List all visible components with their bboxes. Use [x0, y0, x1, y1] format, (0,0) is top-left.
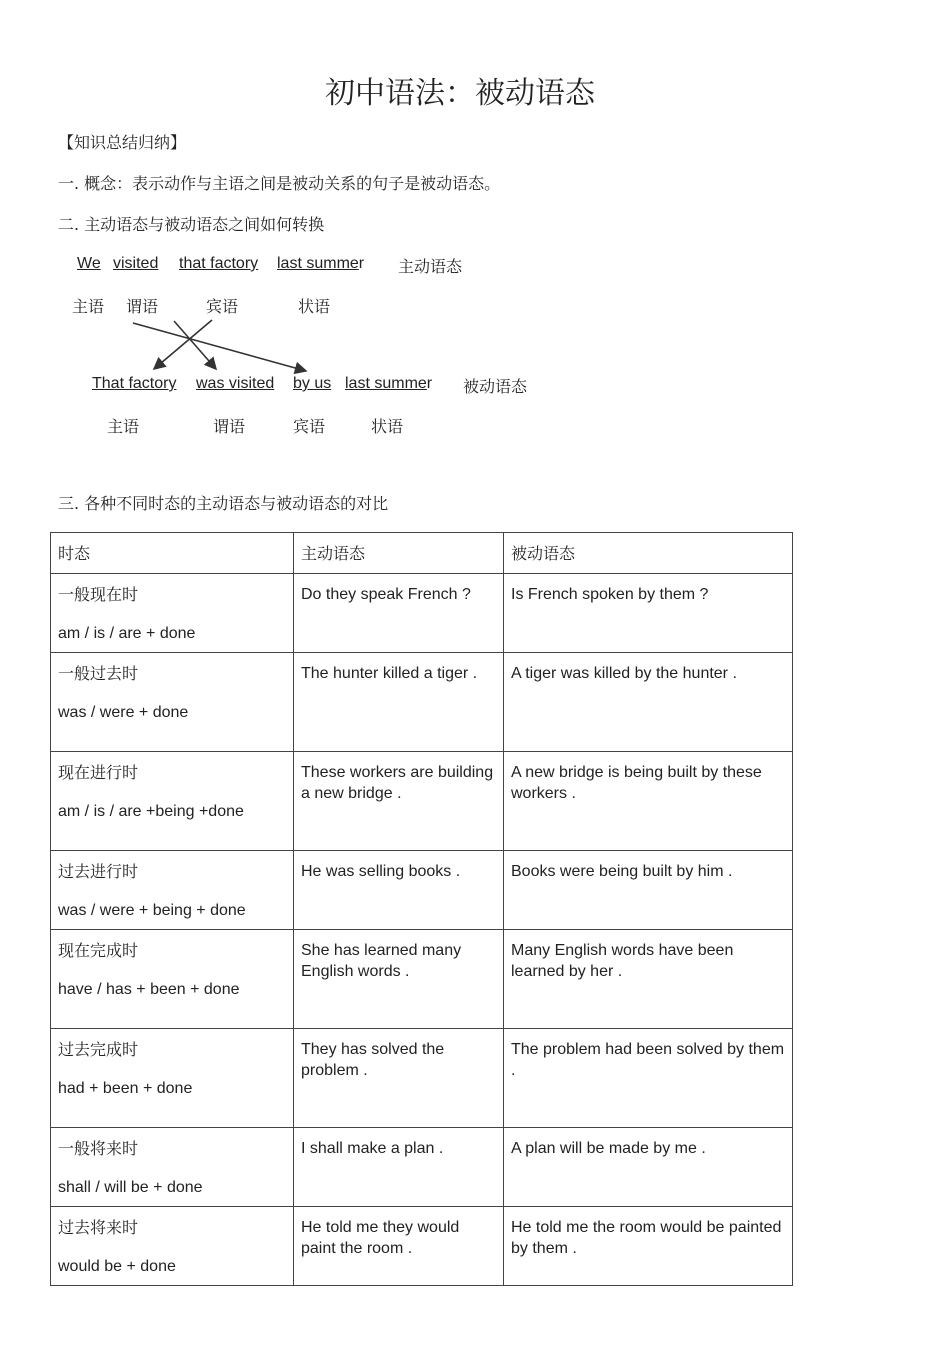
active-example: They has solved the problem . [294, 1029, 504, 1128]
section-2-heading: 二. 主动语态与被动语态之间如何转换 [58, 215, 325, 234]
tense-formula: was / were + done [58, 704, 189, 721]
table-row [51, 1128, 793, 1207]
table-row [51, 574, 793, 653]
active-example: These workers are building a new bridge . [294, 752, 504, 851]
tense-name: 过去将来时 [58, 1218, 139, 1237]
passive-example: He told me the room would be painted by them . [504, 1207, 793, 1286]
tense-formula: am / is / are + done [58, 625, 196, 642]
active-word-verb: visited [113, 255, 159, 272]
page-title: 初中语法：被动语态 [325, 76, 595, 111]
active-example: He was selling books . [294, 851, 504, 930]
tense-formula: would be + done [58, 1258, 176, 1275]
arrow-object-to-subject [154, 320, 212, 369]
active-adverbial-end: r [358, 255, 365, 272]
tense-formula: was / were + being + done [58, 902, 246, 919]
tense-formula: shall / will be + done [58, 1179, 203, 1196]
table-row [51, 653, 793, 752]
active-example: She has learned many English words . [294, 930, 504, 1029]
passive-word-subject: That factory [92, 375, 177, 392]
passive-role-subject: 主语 [107, 417, 140, 436]
active-role-subject: 主语 [72, 297, 105, 316]
active-role-predicate: 谓语 [126, 297, 159, 316]
passive-role-object: 宾语 [293, 417, 326, 436]
active-example: The hunter killed a tiger . [294, 653, 504, 752]
active-role-object: 宾语 [206, 297, 239, 316]
passive-voice-label: 被动语态 [463, 377, 528, 396]
active-adverbial-underlined: last summe [277, 255, 359, 272]
tense-name: 一般过去时 [58, 664, 139, 683]
tense-formula: have / has + been + done [58, 981, 240, 998]
passive-example: The problem had been solved by them . [504, 1029, 793, 1128]
active-example: I shall make a plan . [294, 1128, 504, 1207]
table-header-row [51, 533, 793, 574]
passive-adverbial-underlined: last summe [345, 375, 427, 392]
active-word-subject: We [77, 255, 101, 272]
table-row [51, 851, 793, 930]
tense-name: 一般现在时 [58, 585, 139, 604]
active-role-adverbial: 状语 [298, 297, 331, 316]
active-example: Do they speak French ? [294, 574, 504, 653]
section-1-concept: 一. 概念：表示动作与主语之间是被动关系的句子是被动语态。 [58, 174, 501, 193]
passive-example: Books were being built by him . [504, 851, 793, 930]
passive-example: A new bridge is being built by these workers . [504, 752, 793, 851]
passive-word-verb: was visited [196, 375, 275, 392]
section-3-heading: 三. 各种不同时态的主动语态与被动语态的对比 [58, 494, 389, 513]
tense-name: 过去完成时 [58, 1040, 139, 1059]
tense-comparison-table [50, 532, 793, 1286]
tense-name: 现在进行时 [58, 763, 139, 782]
table-row [51, 752, 793, 851]
tense-formula: am / is / are +being +done [58, 803, 244, 820]
passive-example: Many English words have been learned by her . [504, 930, 793, 1029]
summary-heading: 【知识总结归纳】 [58, 133, 187, 152]
passive-word-agent: by us [293, 375, 332, 392]
table-row [51, 1029, 793, 1128]
active-example: He told me they would paint the room . [294, 1207, 504, 1286]
table-row [51, 930, 793, 1029]
header-passive: 被动语态 [504, 533, 793, 574]
tense-name: 一般将来时 [58, 1139, 139, 1158]
passive-example: A tiger was killed by the hunter . [504, 653, 793, 752]
passive-word-adverbial [345, 375, 432, 393]
table-row [51, 1207, 793, 1286]
passive-adverbial-end: r [426, 375, 433, 392]
header-tense: 时态 [51, 533, 294, 574]
passive-role-adverbial: 状语 [371, 417, 404, 436]
active-word-object: that factory [179, 255, 259, 272]
header-active: 主动语态 [294, 533, 504, 574]
tense-name: 现在完成时 [58, 941, 139, 960]
passive-role-predicate: 谓语 [213, 417, 246, 436]
tense-formula: had + been + done [58, 1080, 193, 1097]
passive-example: Is French spoken by them ? [504, 574, 793, 653]
tense-name: 过去进行时 [58, 862, 139, 881]
passive-example: A plan will be made by me . [504, 1128, 793, 1207]
active-voice-label: 主动语态 [398, 257, 463, 276]
